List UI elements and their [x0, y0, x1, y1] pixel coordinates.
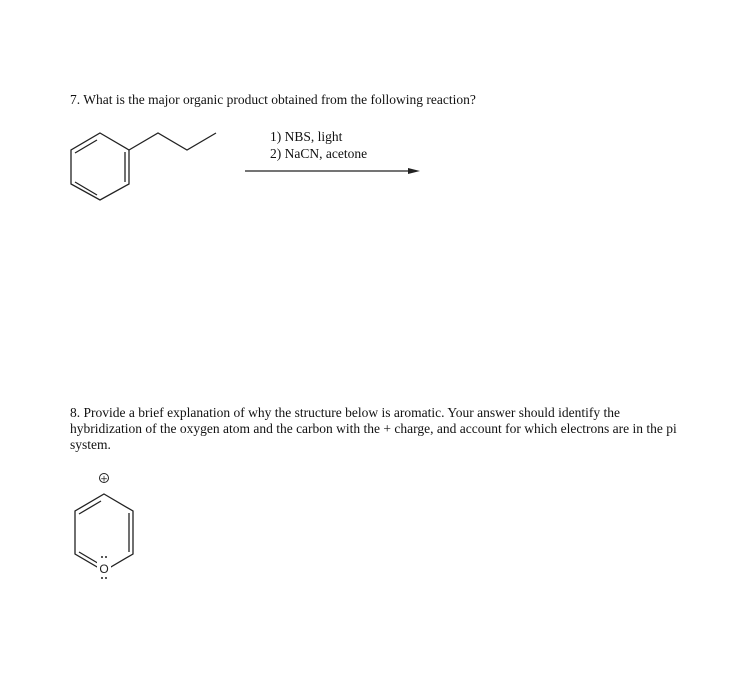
oxygen-atom — [97, 556, 111, 579]
reagent-step-1: 1) NBS, light — [270, 129, 343, 144]
svg-text:O: O — [99, 562, 109, 576]
benzene-ring — [71, 133, 129, 200]
propyl-chain — [129, 133, 216, 150]
question-7-text: 7. What is the major organic product obtained from the following reaction? — [70, 92, 476, 107]
reaction-arrow — [245, 168, 420, 174]
positive-charge — [100, 474, 109, 485]
question-8-text: 8. Provide a brief explanation of why the structure below is aromatic. Your answer should identify the hybridization of the oxygen atom and the carbon with the + charge, and account for which electrons are in the pi system. — [70, 405, 677, 452]
reagent-step-2: 2) NaCN, acetone — [270, 146, 368, 161]
propylbenzene-structure — [71, 133, 216, 200]
svg-text:+: + — [100, 474, 108, 485]
